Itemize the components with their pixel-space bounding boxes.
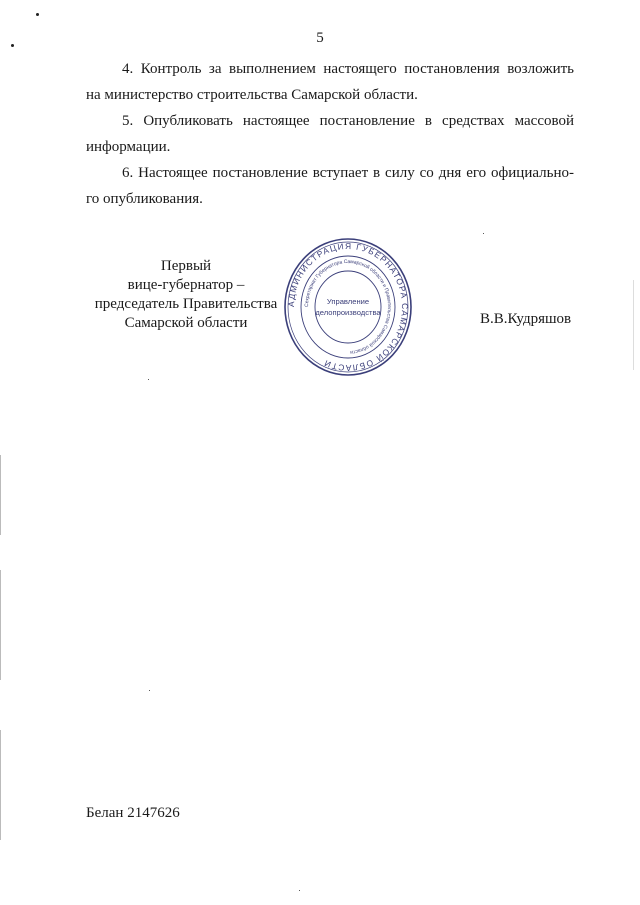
paragraph-5-line-2: информации. [86,139,171,155]
scan-speck [483,233,484,234]
paragraph-4-line-1: 4. Контроль за выполнением настоящего постановления возложить [122,61,574,77]
scan-speck [11,44,14,47]
signer-title-line-2: вице-губернатор – [127,277,245,293]
scan-edge-line [0,570,1,680]
scan-speck [36,13,39,16]
seal-center-line-2: делопроизводства [315,308,381,317]
scan-edge-line-right [633,280,634,370]
paragraph-6-line-2: го опубликования. [86,191,203,207]
scan-speck [148,379,149,380]
scan-edge-line [0,730,1,840]
paragraph-6-line-1: 6. Настоящее постановление вступает в силу со дня его официально- [122,165,574,181]
signer-title-line-1: Первый [160,258,212,274]
seal-inner-text: Секретариат Губернатора Самарской области и Правительства Самарской области [303,258,393,355]
seal-outer-text: АДМИНИСТРАЦИЯ ГУБЕРНАТОРА САМАРСКОЙ ОБЛАСТИ [285,240,411,374]
paragraph-5-line-1: 5. Опубликовать настоящее постановление в средствах массовой [122,113,574,129]
seal-center-line-1: Управление [326,297,370,306]
svg-text:Секретариат Губернатора Самарс [304,259,392,355]
paragraph-5 [86,108,574,160]
paragraph-6 [86,160,574,212]
official-seal-stamp [283,236,413,378]
paragraph-4 [86,56,574,108]
scan-speck [299,890,300,891]
signer-title-line-4: Самарской области [124,315,248,331]
page-number: 5 [316,30,324,46]
signer-title [80,257,292,333]
paragraph-4-line-2: на министерство строительства Самарской области. [86,87,418,103]
signer-title-line-3: председатель Правительства [94,296,278,312]
scan-edge-line [0,455,1,535]
signer-name: В.В.Кудряшов [480,311,572,327]
scan-speck [149,690,150,691]
footer-document-code: Белан 2147626 [86,805,180,821]
